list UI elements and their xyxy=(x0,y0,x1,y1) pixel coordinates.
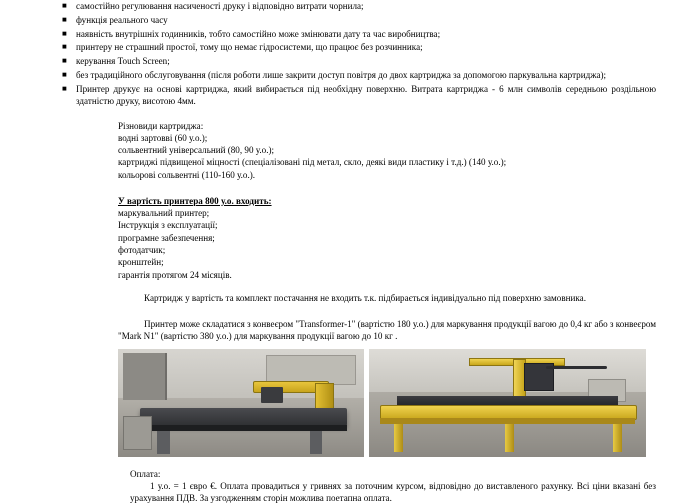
features-bullet-list xyxy=(44,0,656,107)
price-item-line: гарантія протягом 24 місяців. xyxy=(118,269,232,280)
printer-conveyor-transformer1-photo xyxy=(118,349,364,457)
bullet-icon: ■ xyxy=(62,69,67,79)
spacer xyxy=(44,109,656,120)
bullet-icon: ■ xyxy=(62,42,67,52)
bullet-icon: ■ xyxy=(62,14,67,24)
list-item xyxy=(44,41,656,53)
list-item xyxy=(44,83,656,108)
list-item xyxy=(44,28,656,40)
bullet-icon: ■ xyxy=(62,1,67,10)
spacer xyxy=(44,181,656,195)
spacer xyxy=(44,281,656,292)
price-item-line: фотодатчик; xyxy=(118,245,166,256)
price-item-line: Інструкція з експлуатації; xyxy=(118,220,218,231)
bullet-icon: ■ xyxy=(62,28,67,38)
list-item-text: керування Touch Screen; xyxy=(76,56,170,67)
cartridge-type-line: картриджі підвищеної міцності (спеціалізовані під метал, скло, деякі види пластику і т.д.) (140 у.о.); xyxy=(118,157,507,168)
list-item-text: принтеру не страшний простої, тому що немає гідросистеми, що працює без розчинника; xyxy=(76,42,423,53)
price-package-heading: У вартість принтера 800 у.о. входить: xyxy=(118,195,272,206)
list-item-text: без традиційного обслуговування (після роботи лише закрити доступ повітря до двох картриджа за допомогою паркувальна картриджа); xyxy=(76,69,607,80)
list-item xyxy=(44,55,656,67)
payment-paragraph: 1 у.о. = 1 євро €. Оплата провадиться у гривнях за поточним курсом, відповідно до виставленого рахунку. Всі ціни вказані без урахування ПДВ. За узгодженням сторін можлива поетапна оплата. xyxy=(130,480,656,504)
cartridge-type-line: кольорові сольвентні (110-160 у.о.). xyxy=(118,169,256,180)
spacer xyxy=(44,304,656,318)
price-item-line: кронштейн; xyxy=(118,257,164,268)
list-item-text: Принтер друкує на основі картриджа, який вибирається під необхідну поверхню. Витрата картриджа - 6 млн символів середньою роздільною здатністю друку, висотою 4мм. xyxy=(76,83,656,106)
list-item-text: функція реального часу xyxy=(76,14,168,25)
price-item-line: програмне забезпечення; xyxy=(118,232,215,243)
printer-conveyor-markn1-photo xyxy=(369,349,646,457)
cartridge-types-block xyxy=(44,120,656,181)
conveyor-note-paragraph: Принтер може складатися з конвеєром "Transformer-1" (вартістю 180 у.о.) для маркування продукції вагою до 0,4 кг або з конвеєром "Mark N1" (вартістю 380 у.о.) для маркування продукції вагою до 10 кг . xyxy=(118,319,656,342)
list-item xyxy=(44,0,656,12)
cartridge-type-line: водні зартовві (60 у.о.); xyxy=(118,132,208,143)
list-item xyxy=(44,14,656,26)
bullet-icon: ■ xyxy=(62,83,67,93)
price-item-line: маркувальний принтер; xyxy=(118,208,210,219)
spacer xyxy=(44,457,656,468)
payment-block xyxy=(44,468,656,504)
list-item xyxy=(44,69,656,81)
payment-heading: Оплата: xyxy=(130,468,161,479)
bullet-icon: ■ xyxy=(62,56,67,66)
list-item-text: самостійно регулювання насиченості друку і відповідно витрати чорнила; xyxy=(76,1,364,11)
price-package-block xyxy=(44,195,656,281)
cartridge-note-paragraph: Картридж у вартість та комплект постачання не входить т.к. підбирається індивідуально під поверхню замовника. xyxy=(144,292,586,303)
list-item-text: наявність внутрішніх годинників, тобто самостійно може змінювати дату та час виробництва; xyxy=(76,28,441,39)
photo-row xyxy=(118,349,646,457)
cartridge-types-title: Різновиди картриджа: xyxy=(118,120,204,131)
cartridge-type-line: сольвентний універсальний (80, 90 у.о.); xyxy=(118,145,275,156)
